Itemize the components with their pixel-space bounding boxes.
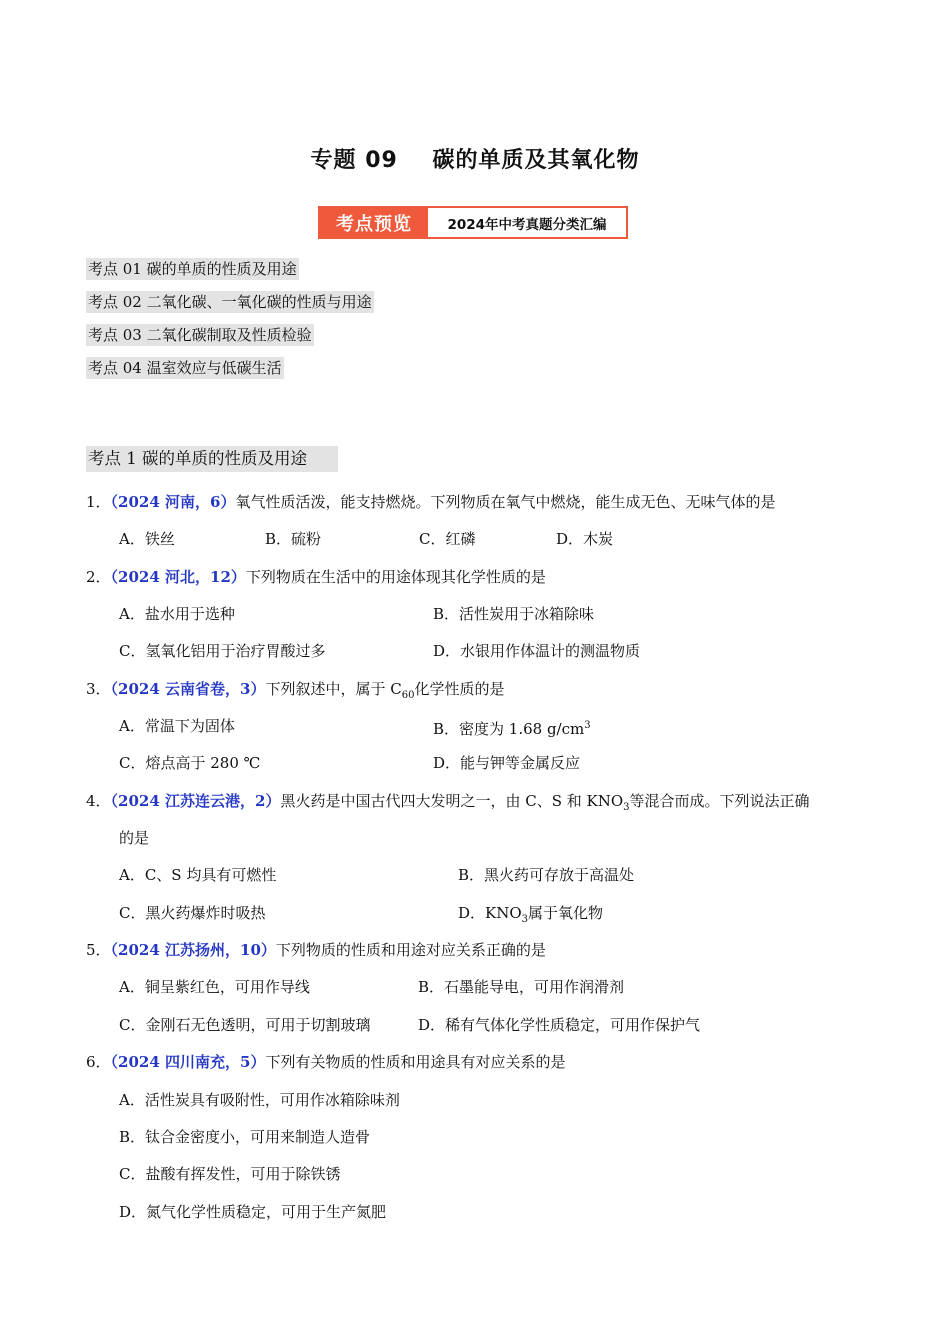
option-b: B．活性炭用于冰箱除味: [433, 605, 595, 623]
option-d: [458, 902, 603, 931]
toc-item[interactable]: 考点 02 二氧化碳、一氧化碳的性质与用途: [88, 293, 372, 311]
option-b: B．硫粉: [265, 530, 322, 548]
question-text: 氧气性质活泼，能支持燃烧。下列物质在氧气中燃烧，能生成无色、无味气体的是: [235, 493, 776, 511]
option-d: D．稀有气体化学性质稳定，可用作保护气: [418, 1016, 701, 1034]
subscript: 3: [521, 914, 529, 925]
option-d-tail: 属于氧化物: [528, 904, 604, 922]
question-number: 5．: [86, 941, 111, 959]
option-b: [433, 715, 591, 740]
toc-item[interactable]: 考点 01 碳的单质的性质及用途: [88, 260, 297, 278]
question-source: （2024 四川南充，5）: [110, 1053, 266, 1071]
banner-text: 2024年中考真题分类汇编: [447, 216, 607, 233]
question-text: 等混合而成。下列说法正确: [629, 792, 810, 810]
question-source: （2024 江苏连云港，2）: [110, 792, 281, 810]
section-heading: 考点 1 碳的单质的性质及用途: [86, 446, 338, 472]
question-4: [86, 790, 810, 819]
question-text: 下列有关物质的性质和用途具有对应关系的是: [265, 1053, 566, 1071]
toc-list: [86, 258, 374, 390]
preview-banner: [318, 206, 628, 239]
question-source: （2024 云南省卷，3）: [110, 680, 266, 698]
option-a: A．C、S 均具有可燃性: [119, 866, 277, 884]
question-text: 下列物质在生活中的用途体现其化学性质的是: [245, 568, 546, 586]
question-source: （2024 河南，6）: [110, 493, 236, 511]
toc-item[interactable]: 考点 03 二氧化碳制取及性质检验: [88, 326, 312, 344]
option-a: A．活性炭具有吸附性，可用作冰箱除味剂: [119, 1091, 400, 1109]
question-text: 下列物质的性质和用途对应关系正确的是: [275, 941, 546, 959]
toc-item[interactable]: 考点 04 温室效应与低碳生活: [88, 359, 282, 377]
question-1: [86, 491, 775, 513]
option-a: A．盐水用于选种: [119, 605, 235, 623]
option-c: C．红磷: [419, 530, 476, 548]
option-c: C．熔点高于 280 ℃: [119, 754, 261, 772]
option-a: A．铜呈紫红色，可用作导线: [119, 978, 310, 996]
superscript: 3: [584, 720, 591, 731]
question-number: 2．: [86, 568, 111, 586]
subscript: 60: [401, 690, 415, 701]
question-6: [86, 1051, 565, 1073]
question-5: [86, 939, 546, 961]
question-text: 化学性质的是: [414, 680, 505, 698]
option-b-text: B．密度为 1.68 g/cm: [433, 720, 585, 738]
option-b: B．钛合金密度小，可用来制造人造骨: [119, 1128, 371, 1146]
option-d: D．能与钾等金属反应: [433, 754, 581, 772]
question-number: 4．: [86, 792, 111, 810]
option-b: B．黑火药可存放于高温处: [458, 866, 635, 884]
banner-label: 考点预览: [320, 208, 428, 237]
option-c: C．黑火药爆炸时吸热: [119, 904, 266, 922]
question-text-line2: 的是: [119, 829, 150, 847]
question-2: [86, 566, 546, 588]
question-source: （2024 河北，12）: [110, 568, 246, 586]
option-a: A．铁丝: [119, 530, 175, 548]
option-c: C．盐酸有挥发性，可用于除铁锈: [119, 1165, 341, 1183]
page-title: 专题 09 碳的单质及其氧化物: [310, 148, 640, 173]
option-d: D．木炭: [556, 530, 614, 548]
question-source: （2024 江苏扬州，10）: [110, 941, 276, 959]
option-d-text: D．KNO: [458, 904, 522, 922]
option-d: D．水银用作体温计的测温物质: [433, 642, 641, 660]
option-a: A．常温下为固体: [119, 717, 235, 735]
question-text: 黑火药是中国古代四大发明之一，由 C、S 和 KNO: [280, 792, 624, 810]
option-b: B．石墨能导电，可用作润滑剂: [418, 978, 625, 996]
question-text: 下列叙述中，属于 C: [265, 680, 402, 698]
option-d: D．氮气化学性质稳定，可用于生产氮肥: [119, 1203, 387, 1221]
question-number: 3．: [86, 680, 111, 698]
question-number: 1．: [86, 493, 111, 511]
question-3: [86, 678, 504, 707]
option-c: C．金刚石无色透明，可用于切割玻璃: [119, 1016, 371, 1034]
subscript: 3: [623, 802, 630, 813]
option-c: C．氢氧化铝用于治疗胃酸过多: [119, 642, 326, 660]
question-number: 6．: [86, 1053, 111, 1071]
